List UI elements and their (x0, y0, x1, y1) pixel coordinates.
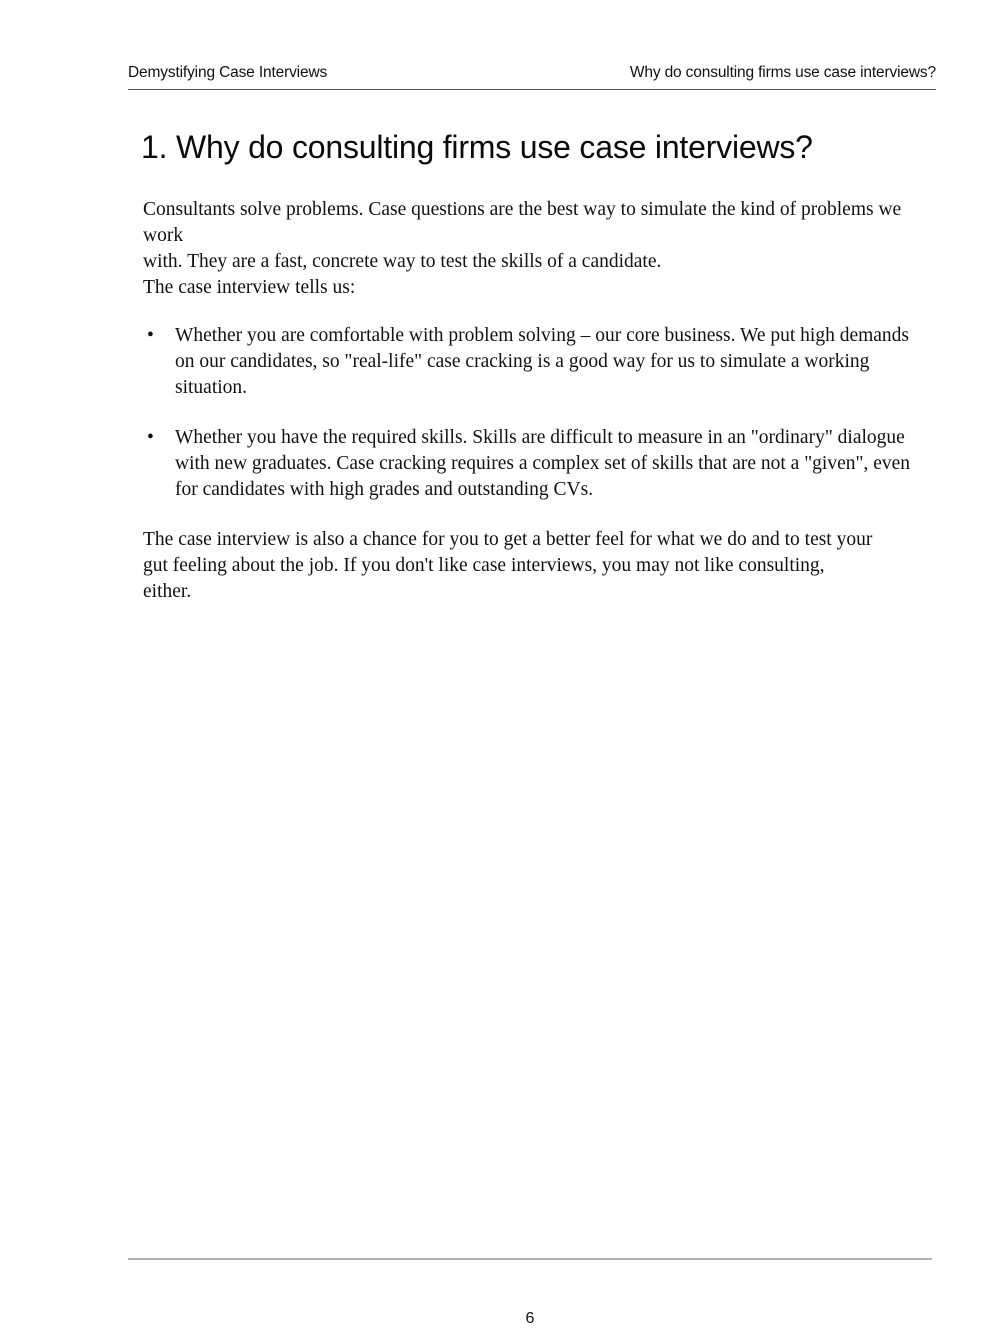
intro-paragraph-line-1: Consultants solve problems. Case questions are the best way to simulate the kind of problems we work (143, 199, 902, 246)
bullet-point-icon: • (147, 427, 154, 448)
header-divider-rule (128, 89, 936, 90)
page-title: 1. Why do consulting firms use case interviews? (141, 129, 813, 165)
spacer-before-list (143, 301, 903, 323)
bullet-point-icon: • (147, 325, 154, 346)
page-number: 6 (525, 1310, 535, 1327)
body-content (143, 197, 911, 605)
list-item-text: Whether you are comfortable with problem solving – our core business. We put high demands on our candidates, so "real-life" case cracking is a good way for us to simulate a working situation. (175, 325, 910, 398)
list-item (143, 425, 912, 503)
intro-paragraph-line-3: The case interview tells us: (143, 277, 356, 298)
list-item (143, 323, 912, 401)
running-header-left-text: Demystifying Case Interviews (128, 64, 328, 81)
closing-paragraph: The case interview is also a chance for you to get a better feel for what we do and to test your gut feeling about the job. If you don't like case interviews, you may not like consulting, either. (143, 529, 873, 602)
footer-divider-rule (128, 1258, 932, 1260)
running-header (128, 62, 936, 88)
running-header-right-text: Why do consulting firms use case interviews? (629, 64, 936, 81)
intro-paragraph-line-2: with. They are a fast, concrete way to test the skills of a candidate. (143, 251, 662, 272)
reasons-bullet-list (143, 323, 911, 503)
spacer-after-list (143, 503, 903, 527)
list-item-text: Whether you have the required skills. Skills are difficult to measure in an "ordinary" dialogue with new graduates. Case cracking requires a complex set of skills that are not a "given", even for candidates with high grades and outstanding CVs. (175, 427, 911, 500)
